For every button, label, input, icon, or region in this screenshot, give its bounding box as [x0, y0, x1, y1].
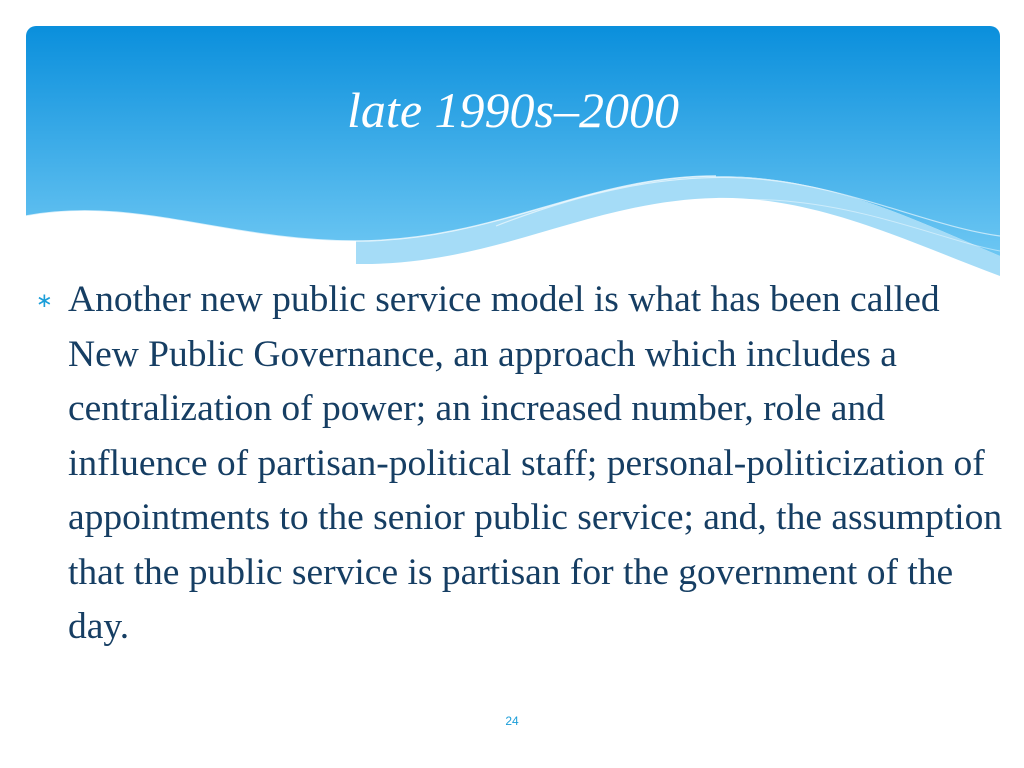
bullet-asterisk-icon: ∗	[36, 288, 53, 312]
bullet-item	[36, 273, 1011, 655]
slide-title: late 1990s–2000	[347, 82, 679, 138]
bullet-text: Another new public service model is what has been called New Public Governance, an approach which includes a centralization of power; an increased number, role and influence of partisan-political staff; personal-politicization of appointments to the senior public service; and, the assumption that the public service is partisan for the government of the day.	[68, 279, 1003, 647]
header-banner	[26, 26, 1000, 290]
page-number: 24	[505, 714, 519, 728]
header-wave-graphic	[26, 26, 1000, 290]
slide-body	[36, 273, 1011, 655]
